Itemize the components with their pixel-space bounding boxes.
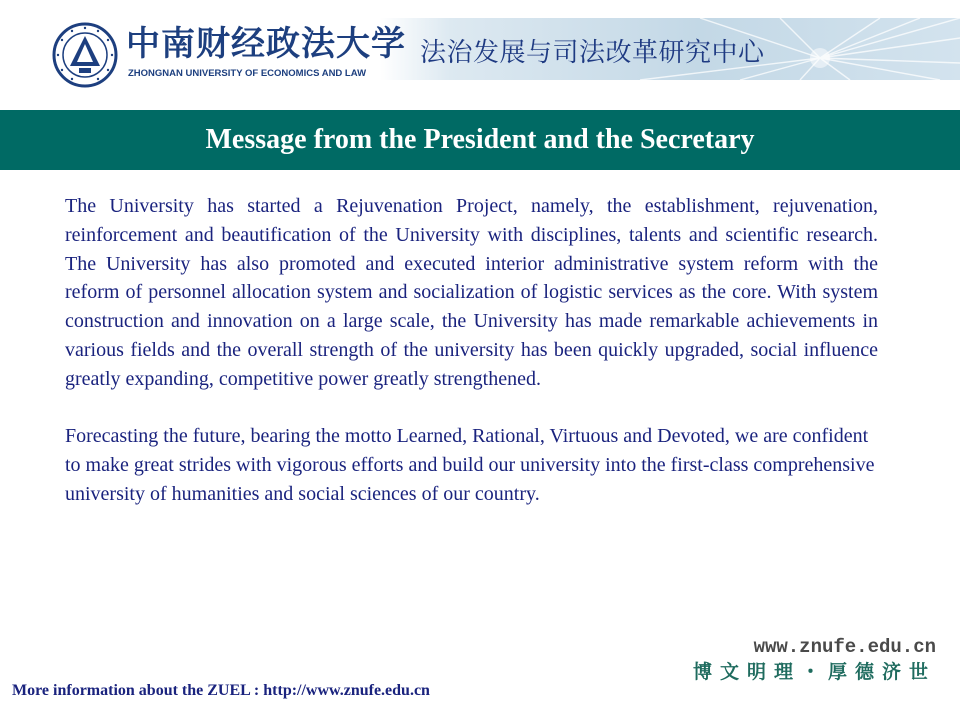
university-english-name: ZHONGNAN UNIVERSITY OF ECONOMICS AND LAW xyxy=(128,68,367,79)
footer-motto: 博文明理・厚德济世 xyxy=(692,661,936,683)
page-title: Message from the President and the Secretary xyxy=(205,124,755,155)
header xyxy=(0,0,960,110)
title-bar xyxy=(0,110,960,170)
university-seal-icon xyxy=(52,22,118,88)
message-paragraph-2: Forecasting the future, bearing the motto Learned, Rational, Virtuous and Devoted, we are confident to make great strides with vigorous efforts and build our university into the first-class comprehensive university of humanities and social sciences of our country. xyxy=(65,425,875,505)
footer-website: www.znufe.edu.cn xyxy=(753,636,936,658)
footer-info-link[interactable]: More information about the ZUEL : http://www.znufe.edu.cn xyxy=(12,682,430,699)
research-center-name: 法治发展与司法改革研究中心 xyxy=(420,38,765,68)
university-chinese-name: 中南财经政法大学 xyxy=(126,24,406,64)
message-body xyxy=(65,192,878,509)
message-paragraph-1: The University has started a Rejuvenation Project, namely, the establishment, rejuvenation, reinforcement and beautification of the University with disciplines, talents and scientific research. The University has also promoted and executed interior administrative system reform with the reform of personnel allocation system and socialization of logistic services as the core. With system construction and innovation on a large scale, the University has made remarkable achievements in various fields and the overall strength of the university has been quickly upgraded, social influence greatly expanding, competitive power greatly strengthened. xyxy=(65,195,878,390)
